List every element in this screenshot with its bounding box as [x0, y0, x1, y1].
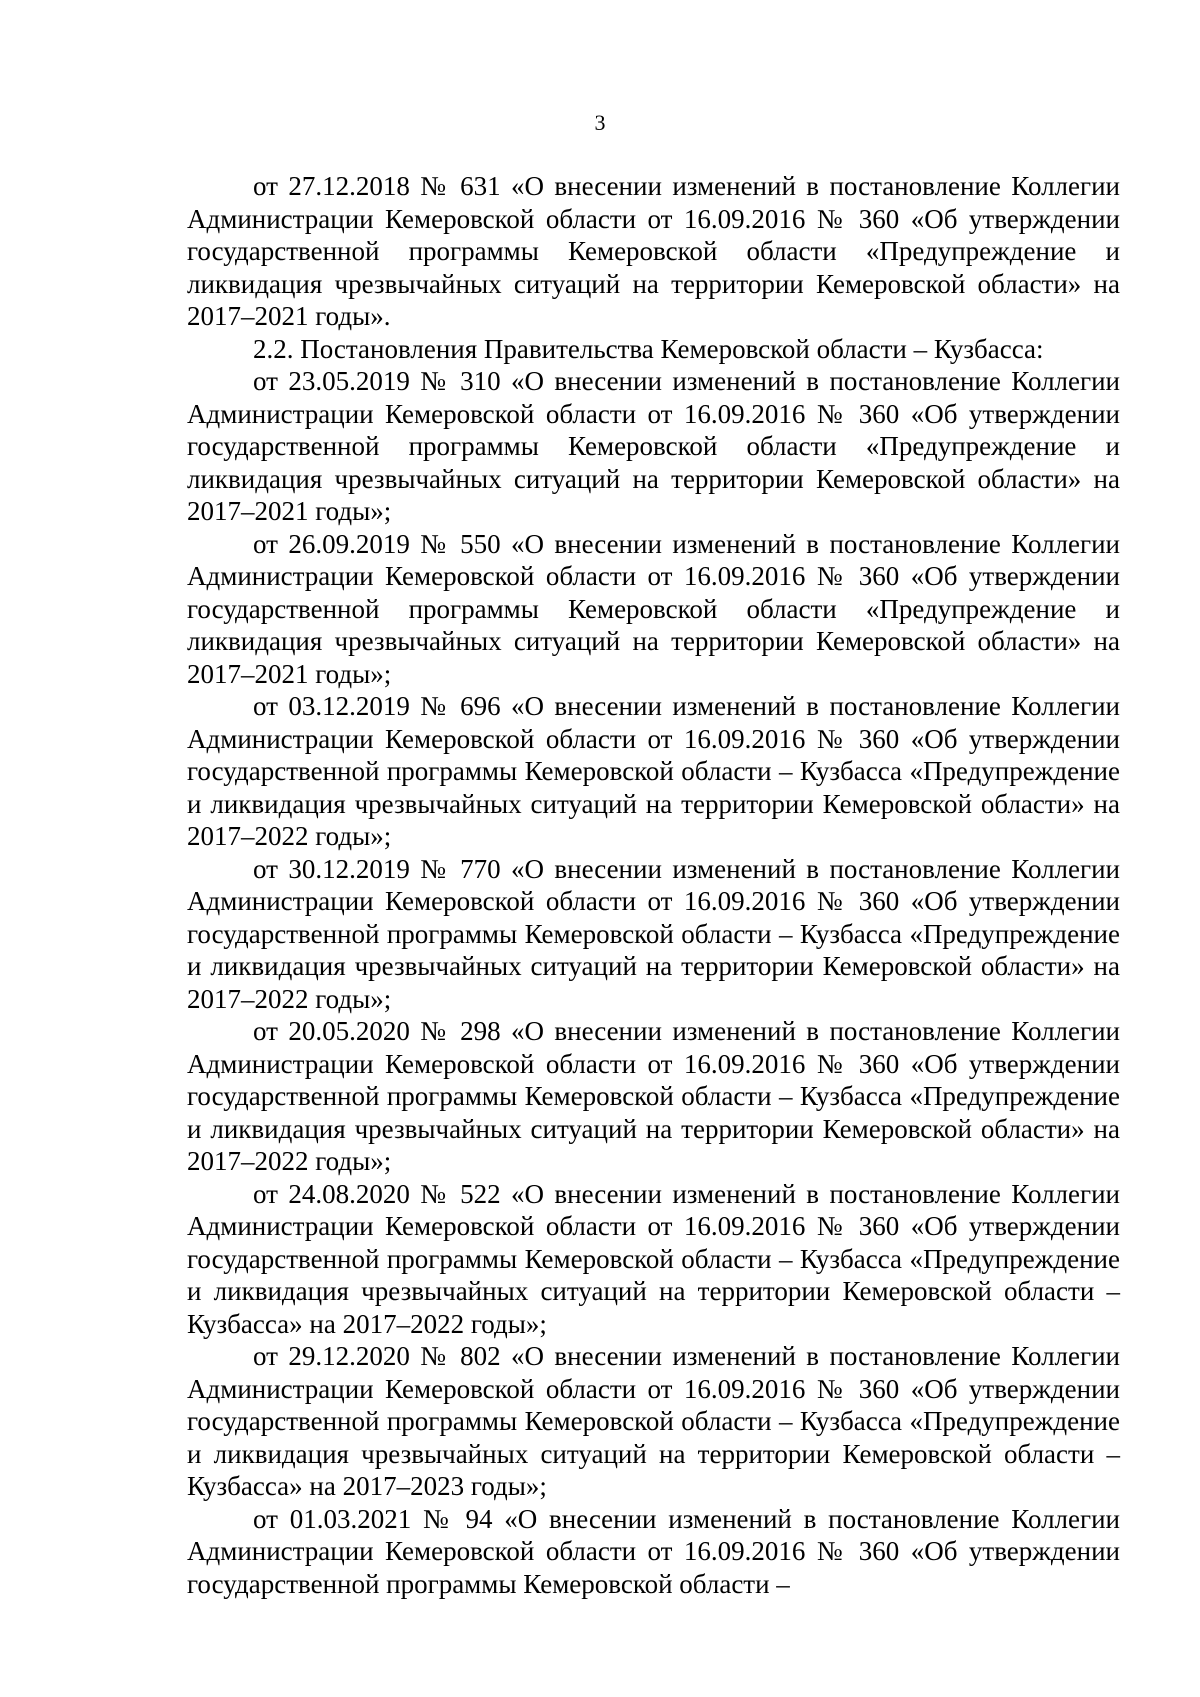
paragraph-resolution-2019-770: от 30.12.2019 № 770 «О внесении изменений в постановление Коллегии Администрации Кемеровской области от 16.09.2016 № 360 «Об утверждении государственной программы Кемеровской области – Кузбасса «Предупреждение и ликвидация чрезвычайных ситуаций на территории Кемеровской области» на 2017–2022 годы»; — [187, 853, 1120, 1014]
paragraph-resolution-2019-696: от 03.12.2019 № 696 «О внесении изменений в постановление Коллегии Администрации Кемеровской области от 16.09.2016 № 360 «Об утверждении государственной программы Кемеровской области – Кузбасса «Предупреждение и ликвидация чрезвычайных ситуаций на территории Кемеровской области» на 2017–2022 годы»; — [187, 691, 1120, 851]
paragraph-resolution-2020-522: от 24.08.2020 № 522 «О внесении изменений в постановление Коллегии Администрации Кемеровской области от 16.09.2016 № 360 «Об утверждении государственной программы Кемеровской области – Кузбасса «Предупреждение и ликвидация чрезвычайных ситуаций на территории Кемеровской области – Кузбасса» на 2017–2022 годы»; — [187, 1178, 1120, 1339]
document-body — [187, 170, 1120, 1600]
section-heading-2-2: 2.2. Постановления Правительства Кемеровской области – Кузбасса: — [253, 333, 1044, 364]
paragraph-resolution-2018-631: от 27.12.2018 № 631 «О внесении изменений в постановление Коллегии Администрации Кемеровской области от 16.09.2016 № 360 «Об утверждении государственной программы Кемеровской области «Предупреждение и ликвидация чрезвычайных ситуаций на территории Кемеровской области» на 2017–2021 годы». — [187, 171, 1120, 331]
paragraph-resolution-2019-310: от 23.05.2019 № 310 «О внесении изменений в постановление Коллегии Администрации Кемеровской области от 16.09.2016 № 360 «Об утверждении государственной программы Кемеровской области «Предупреждение и ликвидация чрезвычайных ситуаций на территории Кемеровской области» на 2017–2021 годы»; — [187, 366, 1120, 526]
paragraph-resolution-2021-94: от 01.03.2021 № 94 «О внесении изменений в постановление Коллегии Администрации Кемеровской области от 16.09.2016 № 360 «Об утверждении государственной программы Кемеровской области – — [187, 1503, 1120, 1599]
paragraph-resolution-2020-802: от 29.12.2020 № 802 «О внесении изменений в постановление Коллегии Администрации Кемеровской области от 16.09.2016 № 360 «Об утверждении государственной программы Кемеровской области – Кузбасса «Предупреждение и ликвидация чрезвычайных ситуаций на территории Кемеровской области – Кузбасса» на 2017–2023 годы»; — [187, 1341, 1120, 1501]
paragraph-resolution-2020-298: от 20.05.2020 № 298 «О внесении изменений в постановление Коллегии Администрации Кемеровской области от 16.09.2016 № 360 «Об утверждении государственной программы Кемеровской области – Кузбасса «Предупреждение и ликвидация чрезвычайных ситуаций на территории Кемеровской области» на 2017–2022 годы»; — [187, 1016, 1120, 1176]
page-number: 3 — [594, 110, 606, 135]
paragraph-resolution-2019-550: от 26.09.2019 № 550 «О внесении изменений в постановление Коллегии Администрации Кемеровской области от 16.09.2016 № 360 «Об утверждении государственной программы Кемеровской области «Предупреждение и ликвидация чрезвычайных ситуаций на территории Кемеровской области» на 2017–2021 годы»; — [187, 528, 1120, 689]
